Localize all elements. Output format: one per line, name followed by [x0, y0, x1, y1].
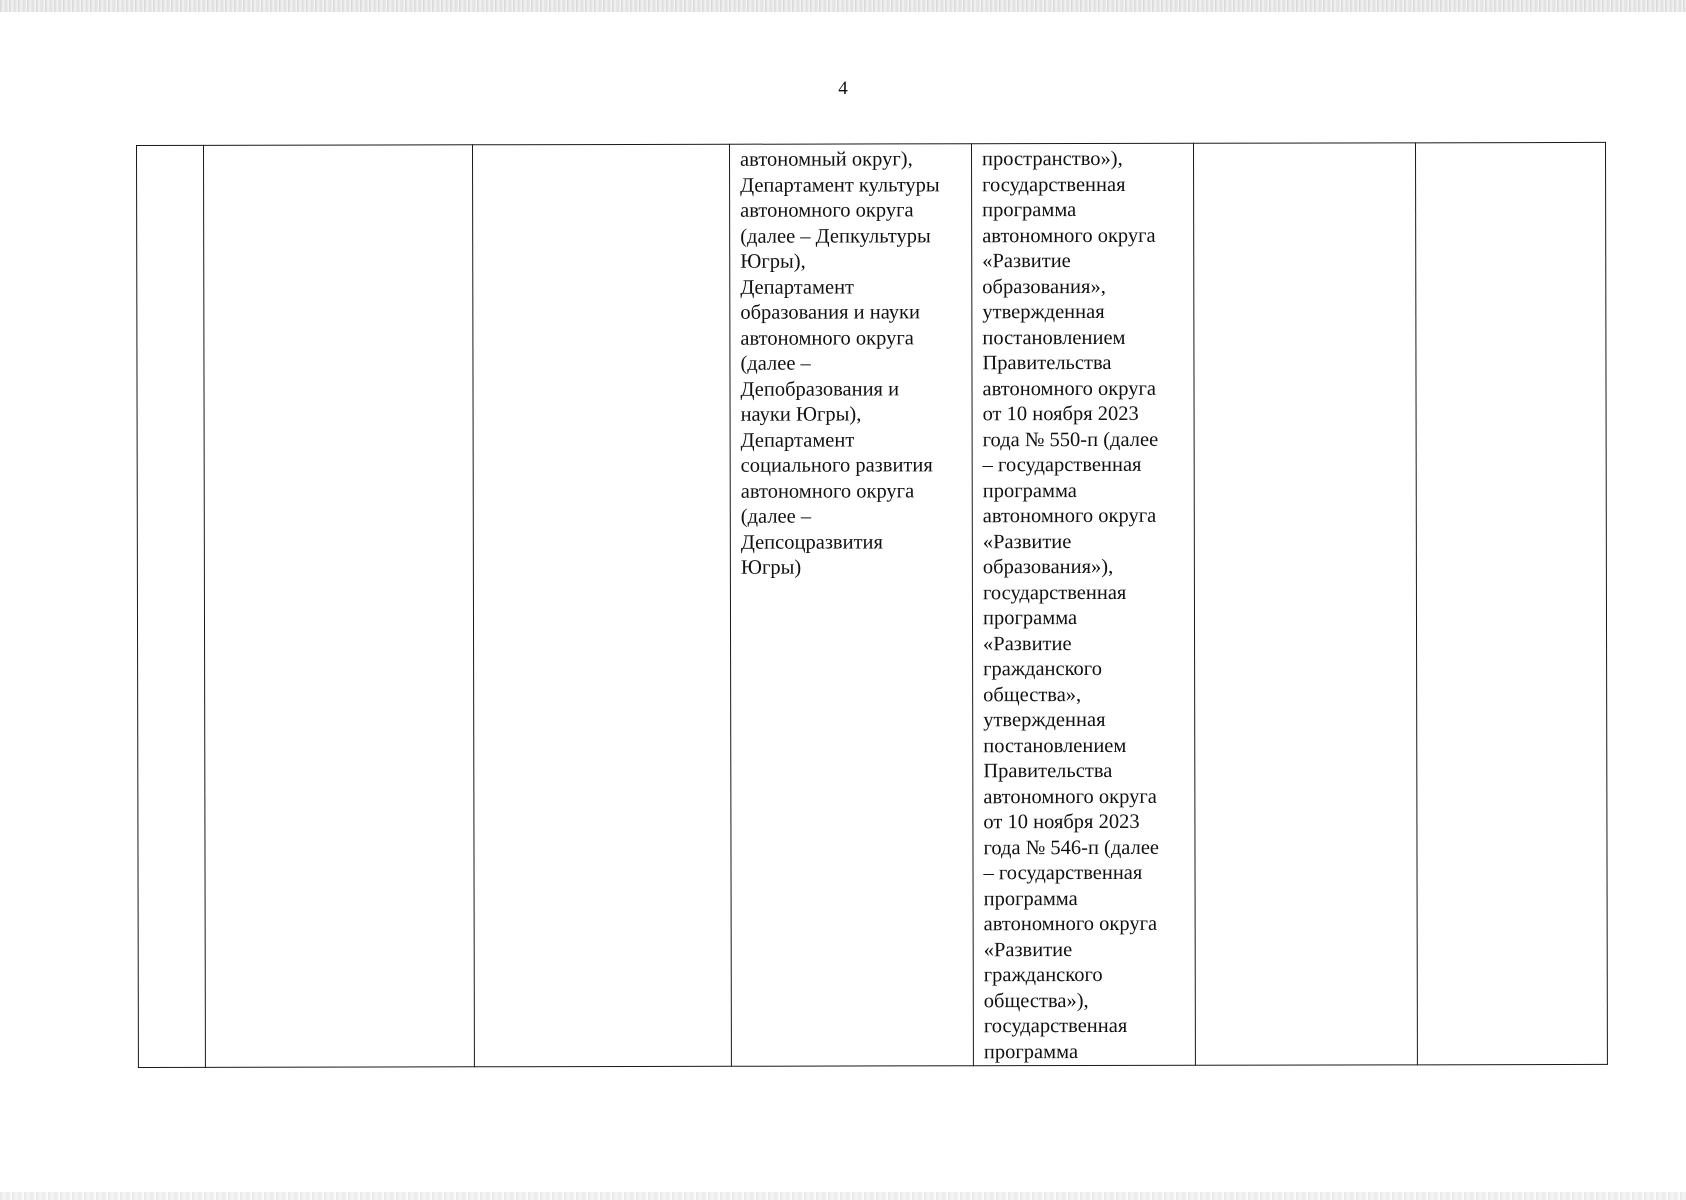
page-number: 4 [838, 78, 848, 99]
table-cell-responsible-executors: автономный округ), Департамент культуры автономного округа (далее – Депкультуры Югры), Департамент образования и науки автономного округа (далее – Депобразования и науки Югры), Департамент социального развития автономного округа (далее – Депсоцразвития Югры) [729, 144, 973, 1067]
scan-edge-top [0, 0, 1686, 12]
scan-edge-bottom [0, 1192, 1686, 1200]
table-cell-col2 [204, 145, 475, 1068]
table-cell-col3 [473, 144, 732, 1067]
table-cell-col7 [1415, 142, 1607, 1064]
document-table [136, 142, 1608, 1068]
table-cell-state-programs: пространство»), государственная программа автономного округа «Развитие образования», утвержденная постановлением Правительства автономного округа от 10 ноября 2023 года № 550-п (далее – государственная программа автономного округа «Развитие образования»), государственная программа «Развитие гражданского общества», утвержденная постановлением Правительства автономного округа от 10 ноября 2023 года № 546-п (далее – государственная программа автономного округа «Развитие гражданского общества»), государственная программа [971, 143, 1195, 1065]
table-row [137, 142, 1608, 1067]
table-cell-col1 [137, 145, 206, 1067]
table-cell-col6 [1193, 143, 1417, 1065]
